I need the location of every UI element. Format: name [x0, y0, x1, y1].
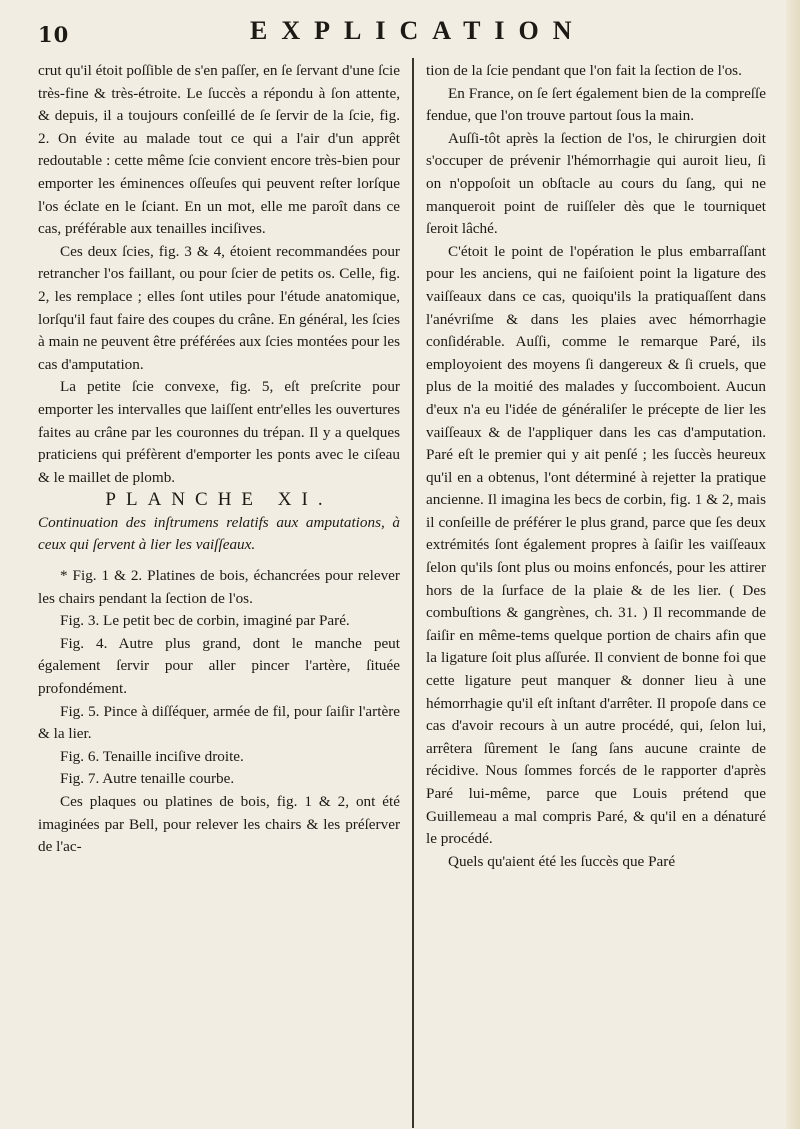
paragraph: La petite ſcie convexe, fig. 5, eſt preſcrite pour emporter les intervalles que laiſſent entr'elles les ouvertures faites au crâne par les couronnes du trépan. Il y a quelques praticiens qui préfèrent d'emporter les ponts avec le ciſeau & le maillet de plomb. [38, 378, 400, 486]
paragraph: En France, on ſe ſert également bien de la compreſſe fendue, que l'on trouve partout ſous la main. [426, 84, 766, 125]
right-column [426, 60, 766, 873]
left-column [38, 60, 400, 859]
figure-entry: Fig. 3. Le petit bec de corbin, imaginé par Paré. [60, 612, 350, 630]
paragraph: C'étoit le point de l'opération le plus embarraſſant pour les anciens, qui ne faiſoient point la ligature des vaiſſeaux dans ce cas, quoiqu'ils la pratiquaſſent dans l'anévriſme & dans les plaies avec hémorrhagie conſidérable. Auſſi, comme le remarque Paré, ils employoient des moyens ſi dangereux & ſi cruels, que plus de la moitié des malades y ſuccomboient. Aucun d'eux n'a eu l'idée de généraliſer le précepte de lier les vaiſſeaux & de l'appliquer dans les cas d'amputation. Paré eſt le premier qui y ait penſé ; les ſuccès heureux qu'il en a obtenus, l'ont déterminé à rejetter la pratique ancienne. Il imagina les becs de corbin, fig. 1 & 2, mais il conſeille de préférer le plus grand, parce que ſes deux extrémités ſont également propres à ſaiſir les vaiſſeaux ſelon qu'ils ſont plus ou moins enfoncés, pour les attirer hors de la ſurface de la plaie & de les lier. ( Des combuſtions & gangrènes, ch. 31. ) Il recommande de ſaiſir en même-tems quelque portion de chairs afin que la ligature ſoit plus aſſurée. Il convient de bonne foi que cette ligature peut manquer & donner lieu à une hémorrhagie qu'il eſt inſtant d'arrêter. Il propoſe dans ce cas d'avoir recours à un autre procédé, qui, ſelon lui, arrêtera ſûrement le ſang ſans aucune crainte de récidive. Nous ſommes forcés de le rapporter d'après Paré lui-même, parce que Louis prétend que Guillemeau a mal compris Paré, & qu'il en a dénaturé le procédé. [426, 242, 766, 848]
figure-entry: Fig. 5. Pince à diſſéquer, armée de fil, pour ſaiſir l'artère & la lier. [38, 702, 400, 743]
paragraph: Auſſi-tôt après la ſection de l'os, le chirurgien doit s'occuper de prévenir l'hémorrhagie qui auroit lieu, ſi on n'oppoſoit un obſtacle au cours du ſang, qui ne manqueroit point de ruiſſeler dès que le tourniquet ſeroit lâché. [426, 129, 766, 238]
figure-entry: Fig. 7. Autre tenaille courbe. [60, 770, 235, 788]
figure-entry: Fig. 4. Autre plus grand, dont le manche peut également ſervir pour aller pincer l'artère, ſituée profondément. [38, 634, 400, 698]
paragraph: crut qu'il étoit poſſible de s'en paſſer, en ſe ſervant d'une ſcie très-fine & très-étroite. Le ſuccès a répondu à ſon attente, & depuis, il a toujours conſeillé de ſe ſervir de la ſcie, fig. 2. On évite au malade tout ce qui a l'air d'un apprêt redoutable : cette même ſcie convient encore très-bien pour emporter les éminences oſſeuſes qui peuvent reſter lorſque l'os éclate en le ſciant. En un mot, elle me paroît dans ce cas, préférable aux tenailles inciſives. [38, 62, 400, 238]
figure-entry: * Fig. 1 & 2. Platines de bois, échancrées pour relever les chairs pendant la ſection de l'os. [38, 567, 400, 607]
plate-heading: PLANCHE XI. [105, 489, 333, 511]
page-number: 10 [38, 22, 70, 47]
paragraph: Ces deux ſcies, fig. 3 & 4, étoient recommandées pour retrancher l'os faillant, ou pour ſcier de petits os. Celle, fig. 2, les remplace ; elles ſont utiles pour l'étude anatomique, lorſqu'il faut faire des coupes du crâne. En général, les ſcies à main ne peuvent être préférées aux ſcies montées pour les cas d'amputation. [38, 242, 400, 373]
paragraph: tion de la ſcie pendant que l'on fait la ſection de l'os. [426, 62, 742, 79]
page-edge [786, 0, 800, 1129]
column-divider [412, 58, 414, 1128]
figure-entry: Fig. 6. Tenaille inciſive droite. [60, 747, 244, 765]
paragraph: Ces plaques ou platines de bois, fig. 1 & 2, ont été imaginées par Bell, pour relever les chairs & les préſerver de l'ac- [38, 793, 400, 856]
running-head: EXPLICATION [250, 16, 586, 45]
paragraph: Quels qu'aient été les ſuccès que Paré [448, 852, 676, 870]
plate-subheading: Continuation des inſtrumens relatifs aux amputations, à ceux qui ſervent à lier les vaiſſeaux. [38, 513, 400, 554]
